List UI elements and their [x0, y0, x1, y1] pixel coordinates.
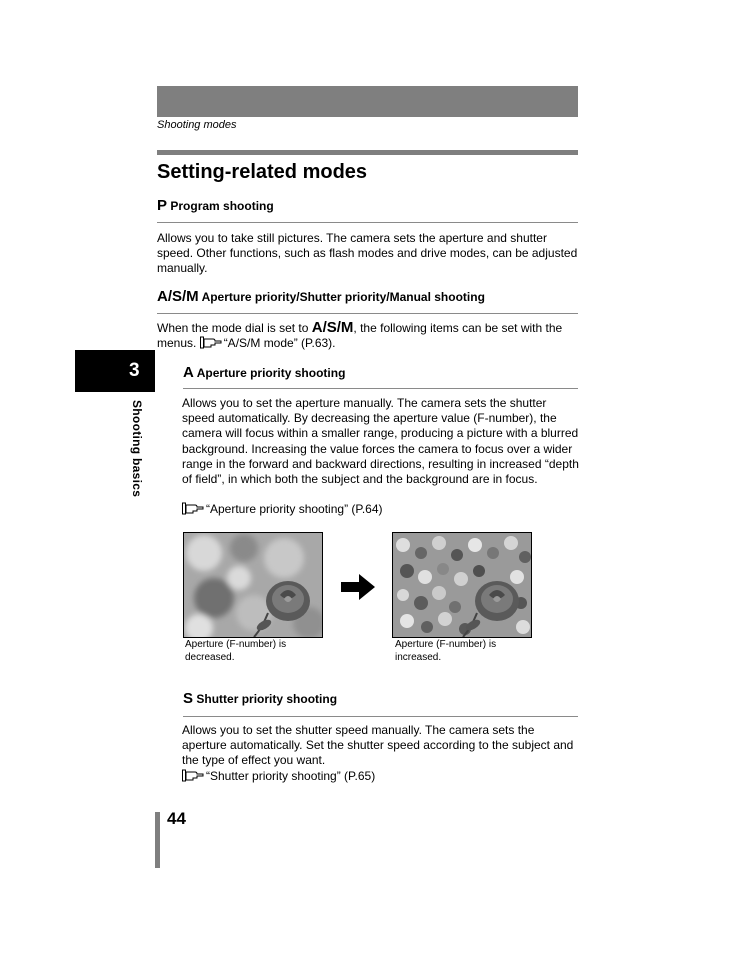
aperture-ref-text: “Aperture priority shooting” (P.64)	[206, 502, 383, 516]
chapter-side-label: Shooting basics	[130, 400, 144, 498]
page-number: 44	[167, 809, 186, 828]
caption-increased: Aperture (F-number) is increased.	[395, 639, 497, 663]
arrow-right-icon	[341, 574, 375, 605]
shutter-heading	[183, 690, 337, 707]
caption-decreased: Aperture (F-number) is decreased.	[185, 639, 287, 663]
reference-icon	[182, 502, 204, 519]
header-bar	[157, 86, 578, 117]
asm-heading-text: Aperture priority/Shutter priority/Manual shooting	[201, 290, 485, 304]
program-symbol: P	[157, 197, 168, 214]
asm-body-symbol: A/S/M	[311, 319, 354, 336]
shutter-heading-text: Shutter priority shooting	[196, 692, 338, 706]
page-number-bar	[155, 812, 160, 868]
aperture-heading	[183, 364, 345, 381]
shutter-ref-text: “Shutter priority shooting” (P.65)	[206, 769, 376, 783]
title-rule	[157, 150, 578, 155]
photo-increased-aperture	[392, 532, 532, 638]
aperture-symbol: A	[183, 364, 194, 381]
program-body: Allows you to take still pictures. The camera sets the aperture and shutter speed. Other functions, such as flash modes and drive modes, can be adjusted manually.	[157, 231, 578, 276]
program-heading-text: Program shooting	[170, 199, 274, 213]
asm-body	[157, 320, 579, 353]
shutter-ref	[182, 769, 375, 786]
page-title: Setting-related modes	[157, 161, 368, 183]
program-heading	[157, 197, 274, 214]
aperture-heading-text: Aperture priority shooting	[196, 366, 346, 380]
section-label: Shooting modes	[157, 119, 237, 131]
asm-rule	[157, 313, 578, 314]
asm-body-ref: “A/S/M mode” (P.63).	[223, 336, 336, 351]
shutter-symbol: S	[183, 690, 194, 707]
asm-body-after: , the following items can be set with the menus.	[157, 321, 563, 351]
chapter-tab	[75, 350, 155, 392]
program-rule	[157, 222, 578, 223]
reference-icon	[200, 336, 222, 353]
chapter-number: 3	[129, 360, 140, 381]
asm-symbol: A/S/M	[157, 288, 199, 305]
reference-icon	[182, 769, 204, 786]
shutter-body: Allows you to set the shutter speed manually. The camera sets the aperture automatically. Set the shutter speed according to the subject and the type of effect you want.	[182, 723, 574, 768]
asm-heading	[157, 288, 485, 305]
aperture-body: Allows you to set the aperture manually. The camera sets the shutter speed automatically. By decreasing the aperture value (F-number), the camera will focus within a smaller range, producing a picture with a blurred background. Increasing the value forces the camera to focus over a wider range in the forward and backward directions, resulting in increased “depth of field”, in which both the subject and the background are in focus.	[182, 396, 579, 487]
photo-decreased-aperture	[183, 532, 323, 638]
shutter-rule	[183, 716, 578, 717]
asm-body-before: When the mode dial is set to	[157, 321, 312, 335]
aperture-rule	[183, 388, 578, 389]
aperture-ref	[182, 502, 383, 519]
